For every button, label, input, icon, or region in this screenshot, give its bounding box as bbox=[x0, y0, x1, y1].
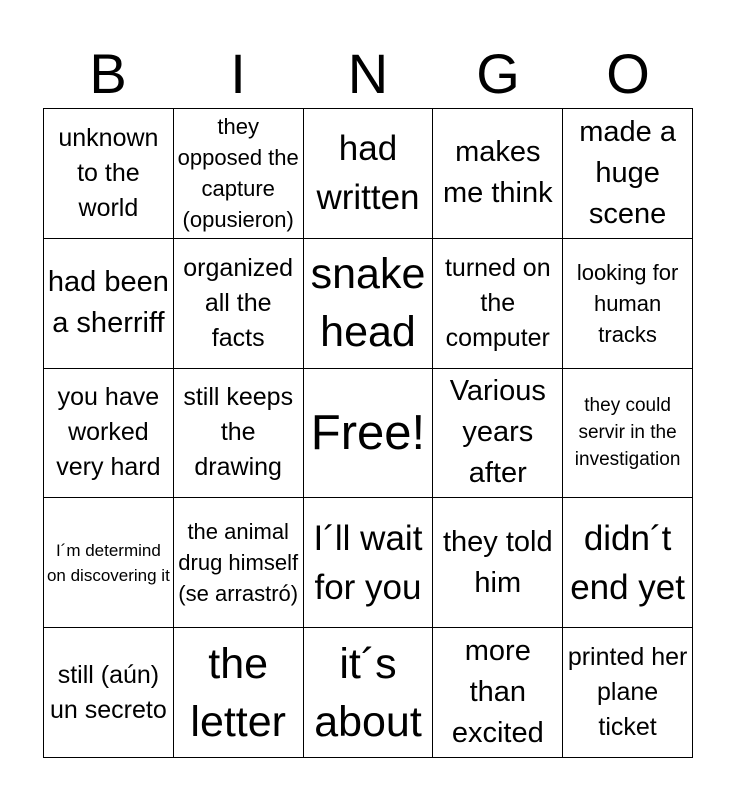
bingo-cell[interactable] bbox=[433, 109, 563, 239]
cell-text: Various years after bbox=[449, 375, 546, 490]
bingo-cell[interactable] bbox=[44, 109, 174, 239]
bingo-cell[interactable] bbox=[44, 628, 174, 758]
cell-text: still keeps the drawing bbox=[183, 383, 294, 482]
bingo-cell-free[interactable] bbox=[304, 369, 434, 499]
bingo-cell[interactable] bbox=[174, 109, 304, 239]
cell-text: organized all the facts bbox=[183, 253, 294, 352]
cell-text: had been a sherriff bbox=[47, 266, 169, 340]
bingo-cell[interactable] bbox=[174, 369, 304, 499]
bingo-cell[interactable] bbox=[174, 498, 304, 628]
cell-text: they opposed the capture (opusieron) bbox=[177, 114, 299, 233]
cell-text: I´m determind on discovering it bbox=[46, 540, 170, 585]
bingo-cell[interactable] bbox=[174, 628, 304, 758]
bingo-cell[interactable] bbox=[433, 239, 563, 369]
bingo-cell[interactable] bbox=[304, 628, 434, 758]
cell-text: the animal drug himself (se arrastró) bbox=[178, 519, 299, 607]
cell-text: makes me think bbox=[442, 136, 553, 210]
bingo-cell[interactable] bbox=[563, 628, 693, 758]
cell-text: they told him bbox=[442, 525, 553, 599]
cell-text: it´s about bbox=[314, 639, 422, 746]
bingo-cell[interactable] bbox=[433, 498, 563, 628]
cell-text: printed her plane ticket bbox=[567, 643, 688, 742]
cell-text: the letter bbox=[190, 639, 286, 746]
free-space-text: Free! bbox=[310, 405, 426, 460]
bingo-cell[interactable] bbox=[433, 628, 563, 758]
bingo-cell[interactable] bbox=[433, 369, 563, 499]
bingo-cell[interactable] bbox=[304, 109, 434, 239]
cell-text: still (aún) un secreto bbox=[50, 660, 167, 724]
cell-text: you have worked very hard bbox=[56, 383, 161, 482]
bingo-cell[interactable] bbox=[174, 239, 304, 369]
cell-text: I´ll wait for you bbox=[313, 518, 423, 607]
header-letter-b: B bbox=[89, 42, 127, 105]
bingo-cell[interactable] bbox=[44, 498, 174, 628]
bingo-board bbox=[43, 108, 693, 758]
bingo-cell[interactable] bbox=[563, 109, 693, 239]
cell-text: didn´t end yet bbox=[570, 518, 685, 607]
header-letter-g: G bbox=[476, 42, 520, 105]
bingo-cell[interactable] bbox=[44, 239, 174, 369]
cell-text: they could servir in the investigation bbox=[574, 395, 681, 471]
header-letter-n: N bbox=[347, 42, 389, 105]
cell-text: unknown to the world bbox=[58, 123, 159, 222]
cell-text: had written bbox=[316, 129, 420, 218]
bingo-cell[interactable] bbox=[563, 369, 693, 499]
cell-text: more than excited bbox=[451, 635, 544, 750]
header-letter-o: O bbox=[606, 42, 650, 105]
cell-text: made a huge scene bbox=[579, 115, 676, 230]
cell-text: looking for human tracks bbox=[576, 259, 679, 347]
cell-text: turned on the computer bbox=[444, 253, 551, 352]
cell-text: snake head bbox=[310, 250, 426, 357]
bingo-header bbox=[43, 40, 693, 108]
header-letter-i: I bbox=[230, 42, 246, 105]
bingo-cell[interactable] bbox=[563, 239, 693, 369]
bingo-cell[interactable] bbox=[563, 498, 693, 628]
bingo-cell[interactable] bbox=[304, 498, 434, 628]
bingo-cell[interactable] bbox=[304, 239, 434, 369]
bingo-cell[interactable] bbox=[44, 369, 174, 499]
